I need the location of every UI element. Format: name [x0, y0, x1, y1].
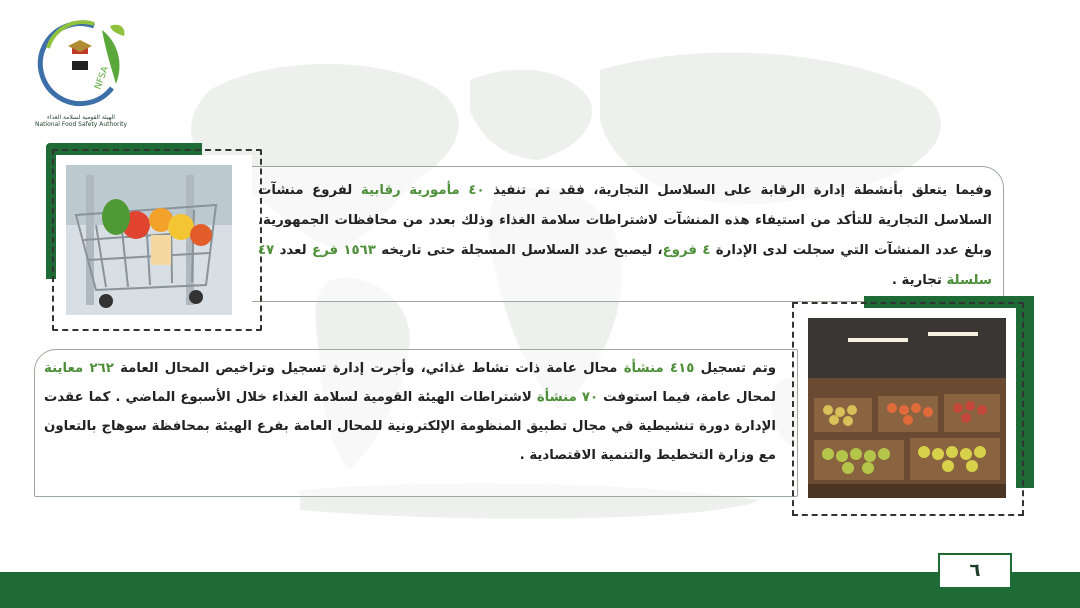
highlight-inspections: ٢٦٢ معاينة — [44, 361, 114, 376]
highlight-chains: ٤٧ سلسلة — [258, 243, 992, 288]
shopping-cart-photo-frame — [46, 143, 266, 333]
highlight-missions: ٤٠ مأمورية رقابية — [360, 183, 485, 198]
market-photo-frame — [790, 296, 1034, 518]
nfsa-logo — [26, 18, 136, 130]
highlight-total-branches: ١٥٦٣ فرع — [311, 243, 376, 258]
section1-paragraph: وفيما يتعلق بأنشطة إدارة الرقابة على السلاسل التجارية، فقد تم تنفيذ ٤٠ مأمورية رقابية لفروع منشآت السلاسل التجارية للتأكد من استيفاء هذه المنشآت لاشتراطات سلامة الغذاء وذلك بعدد من محافظات الجمهورية، وبلغ عدد المنشآت التي سجلت لدى الإدارة ٤ فروع، ليصبح عدد السلاسل المسجلة حتى تاريخه ١٥٦٣ فرع لعدد ٤٧ سلسلة تجارية . — [258, 183, 992, 288]
page-number: ٦ — [938, 553, 1012, 589]
highlight-compliant-facilities: ٧٠ منشأة — [536, 390, 599, 405]
svg-text:NFSA: NFSA — [93, 65, 111, 92]
highlight-branches: ٤ فروع — [662, 243, 711, 258]
section2-paragraph: وتم تسجيل ٤١٥ منشأة محال عامة ذات نشاط غذائي، وأجرت إدارة تسجيل وتراخيص المحال العامة ٢٦٢ معاينة لمحال عامة، فيما استوفت ٧٠ منشأة لاشتراطات الهيئة القومية لسلامة الغذاء خلال الأسبوع الماضي . كما عقدت الإدارة دورة تنشيطية في مجال تطبيق المنظومة الإلكترونية للمحال العامة بفرع الهيئة بمحافظة سوهاج بالتعاون مع وزارة التخطيط والتنمية الاقتصادية . — [44, 361, 776, 463]
shopping-cart-photo — [66, 165, 232, 315]
fruit-market-photo — [808, 318, 1006, 498]
logo-arabic-name: الهيئة القومية لسلامة الغذاء — [47, 114, 115, 121]
highlight-facilities: ٤١٥ منشأة — [623, 361, 695, 376]
logo-english-name: National Food Safety Authority — [34, 121, 128, 128]
logo-emblem-icon — [34, 18, 126, 110]
footer-bar — [0, 572, 1080, 608]
